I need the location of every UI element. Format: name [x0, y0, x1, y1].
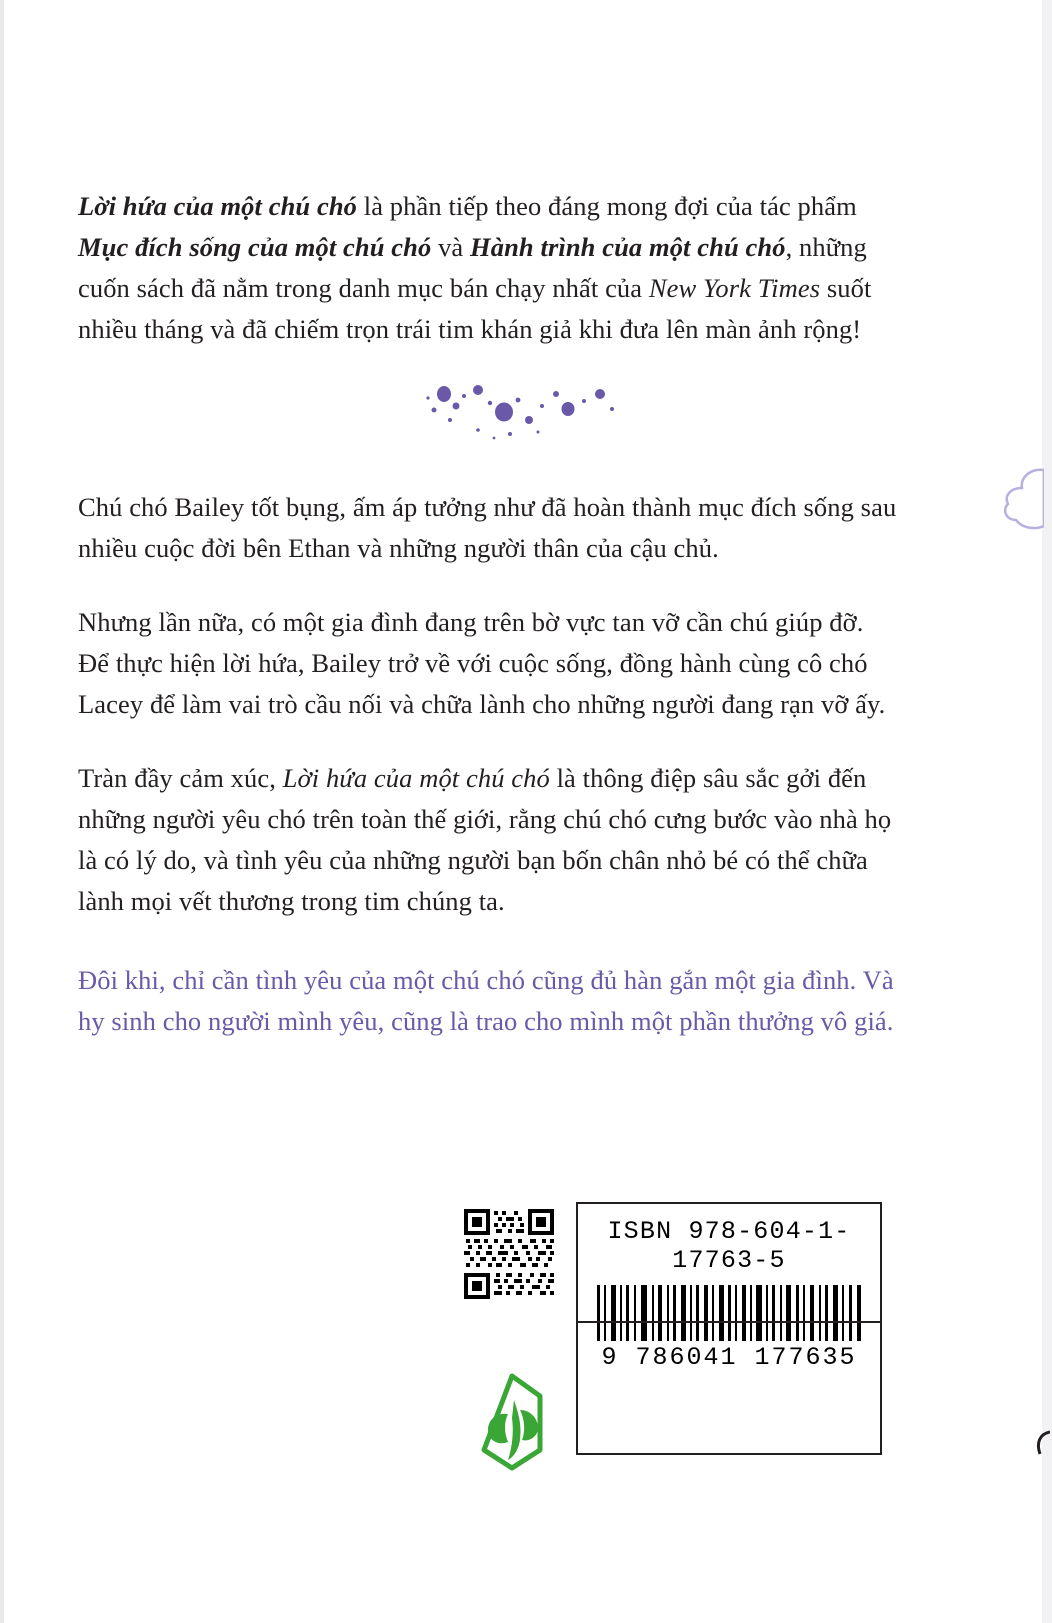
nyt-mention: New York Times: [648, 273, 821, 303]
isbn-barcode-box: [576, 1202, 882, 1455]
cloud-decoration-icon: [1000, 462, 1044, 540]
blurb-highlight: Đôi khi, chỉ cần tình yêu của một chú chó cũng đủ hàn gắn một gia đình. Và hy sinh cho người mình yêu, cũng là trao cho mình một phần thưởng vô giá.: [78, 965, 894, 1036]
blurb-paragraph-2: Nhưng lần nữa, có một gia đình đang trên bờ vực tan vỡ cần chú giúp đỡ. Để thực hiện lời hứa, Bailey trở về với cuộc sống, đồng hành cùng cô chó Lacey để làm vai trò cầu nối và chữa lành cho những người đang rạn vỡ ấy.: [78, 607, 886, 719]
blurb-paragraph-1: Chú chó Bailey tốt bụng, ấm áp tưởng như đã hoàn thành mục đích sống sau nhiều cuộc đời bên Ethan và những người thân của cậu chủ.: [78, 492, 897, 563]
blurb-paragraph-3: [78, 758, 898, 922]
qr-code-icon: [462, 1207, 556, 1301]
blurb-lead-paragraph: [78, 186, 898, 350]
isbn-box-divider: [578, 1321, 880, 1323]
blurb-content: [78, 186, 898, 1042]
barcode-digits: 9 786041 177635: [601, 1343, 857, 1372]
p3-text-2: là thông điệp sâu sắc gởi đến những người yêu chó trên toàn thế giới, rằng chú chó cưng bước vào nhà họ là có lý do, và tình yêu của những người bạn bốn chân nhỏ bé có thể chữa lành mọi vết thương trong tim chúng ta.: [78, 763, 892, 916]
p3-title-mention: Lời hứa của một chú chó: [282, 763, 550, 793]
p3-text-1: Tràn đầy cảm xúc,: [78, 763, 283, 793]
lead-text-4: suốt nhiều tháng và đã chiếm trọn trái tim khán giả khi đưa lên màn ảnh rộng!: [78, 273, 872, 344]
corner-mark-decoration: [1032, 1430, 1050, 1456]
paint-splatter-decoration: [78, 376, 898, 454]
lead-text-1: là phần tiếp theo đáng mong đợi của tác phẩm: [357, 191, 857, 221]
title-primary: Lời hứa của một chú chó: [78, 191, 358, 221]
barcode-icon: [593, 1285, 865, 1341]
lead-text-2: và: [431, 232, 471, 262]
isbn-label: ISBN 978-604-1-17763-5: [607, 1217, 851, 1275]
publisher-logo-icon: [460, 1370, 564, 1474]
lead-text-3: , những cuốn sách đã nằm trong danh mục bán chạy nhất của: [78, 232, 867, 303]
isbn-region: [0, 1195, 1052, 1525]
title-tertiary: Hành trình của một chú chó: [470, 232, 786, 262]
title-secondary: Mục đích sống của một chú chó: [78, 232, 432, 262]
